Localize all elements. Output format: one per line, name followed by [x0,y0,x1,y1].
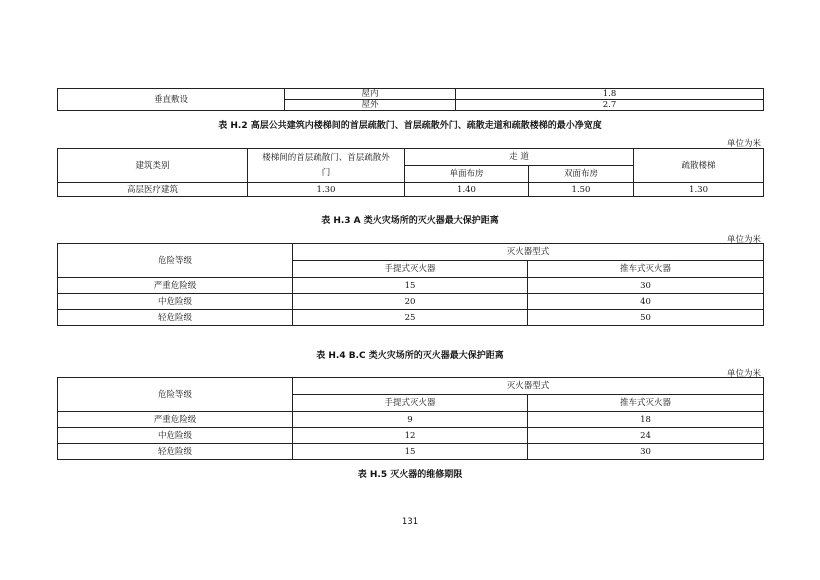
header-portable: 手提式灭火器 [293,395,528,412]
cell-stairs: 1.30 [634,183,764,197]
table-h4-unit: 单位为米 [726,369,761,379]
cell-wheeled: 30 [528,444,764,460]
table-header-row [58,378,764,395]
header-stairs: 疏散楼梯 [634,149,764,183]
header-stair-door [248,149,405,183]
table-row [58,294,764,310]
cell-portable: 15 [293,278,528,294]
table-row [58,310,764,326]
cell-portable: 25 [293,310,528,326]
table-h3 [57,243,764,326]
sub-label-indoor: 屋内 [285,89,456,100]
cell-wheeled: 50 [528,310,764,326]
table-row [58,444,764,460]
header-wheeled: 推车式灭火器 [528,395,764,412]
cell-portable: 12 [293,428,528,444]
cell-building-type: 高层医疗建筑 [58,183,248,197]
table-row [58,89,764,100]
cell-single-side: 1.40 [405,183,529,197]
header-extinguisher-type: 灭火器型式 [293,378,764,395]
table-h3-caption: 表 H.3 A 类火灾场所的灭火器最大保护距离 [321,216,499,226]
table-row [58,183,764,197]
table-header-row [58,244,764,261]
table-row [58,412,764,428]
table-h3-unit: 单位为米 [726,235,761,245]
table-h4 [57,377,764,460]
table-row [58,428,764,444]
cell-portable: 9 [293,412,528,428]
value-outdoor: 2.7 [456,100,764,111]
cell-wheeled: 30 [528,278,764,294]
cell-level: 中危险级 [58,294,293,310]
header-wheeled: 推车式灭火器 [528,261,764,278]
header-double-side: 双面布房 [529,166,634,183]
cell-level: 严重危险级 [58,412,293,428]
page-number: 131 [401,517,419,527]
header-corridor: 走 道 [405,149,634,166]
cell-wheeled: 40 [528,294,764,310]
header-stair-door-line2: 门 [321,168,331,178]
table-h2-caption: 表 H.2 高层公共建筑内楼梯间的首层疏散门、首层疏散外门、疏散走道和疏散楼梯的最小净宽度 [218,121,602,131]
cell-wheeled: 24 [528,428,764,444]
cell-level: 轻危险级 [58,444,293,460]
table-h4-caption: 表 H.4 B.C 类火灾场所的灭火器最大保护距离 [316,351,504,361]
cell-level: 中危险级 [58,428,293,444]
header-stair-door-line1: 楼梯间的首层疏散门、首层疏散外 [262,153,390,163]
cell-portable: 20 [293,294,528,310]
cell-double-side: 1.50 [529,183,634,197]
header-single-side: 单面布房 [405,166,529,183]
cell-door-width: 1.30 [248,183,405,197]
table-row [58,278,764,294]
cell-level: 严重危险级 [58,278,293,294]
table-h2-unit: 单位为米 [726,139,761,149]
cell-level: 轻危险级 [58,310,293,326]
cell-portable: 15 [293,444,528,460]
table-h5-caption: 表 H.5 灭火器的维修期限 [357,470,463,480]
sub-label-outdoor: 屋外 [285,100,456,111]
value-indoor: 1.8 [456,89,764,100]
header-hazard-level: 危险等级 [58,378,293,412]
header-hazard-level: 危险等级 [58,244,293,278]
header-portable: 手提式灭火器 [293,261,528,278]
row-label-vertical-laying: 垂直敷设 [58,89,285,111]
table-header-row [58,149,764,166]
table-h2 [57,148,764,197]
cell-wheeled: 18 [528,412,764,428]
header-building-type: 建筑类别 [58,149,248,183]
header-extinguisher-type: 灭火器型式 [293,244,764,261]
table-h1-tail [57,88,764,111]
